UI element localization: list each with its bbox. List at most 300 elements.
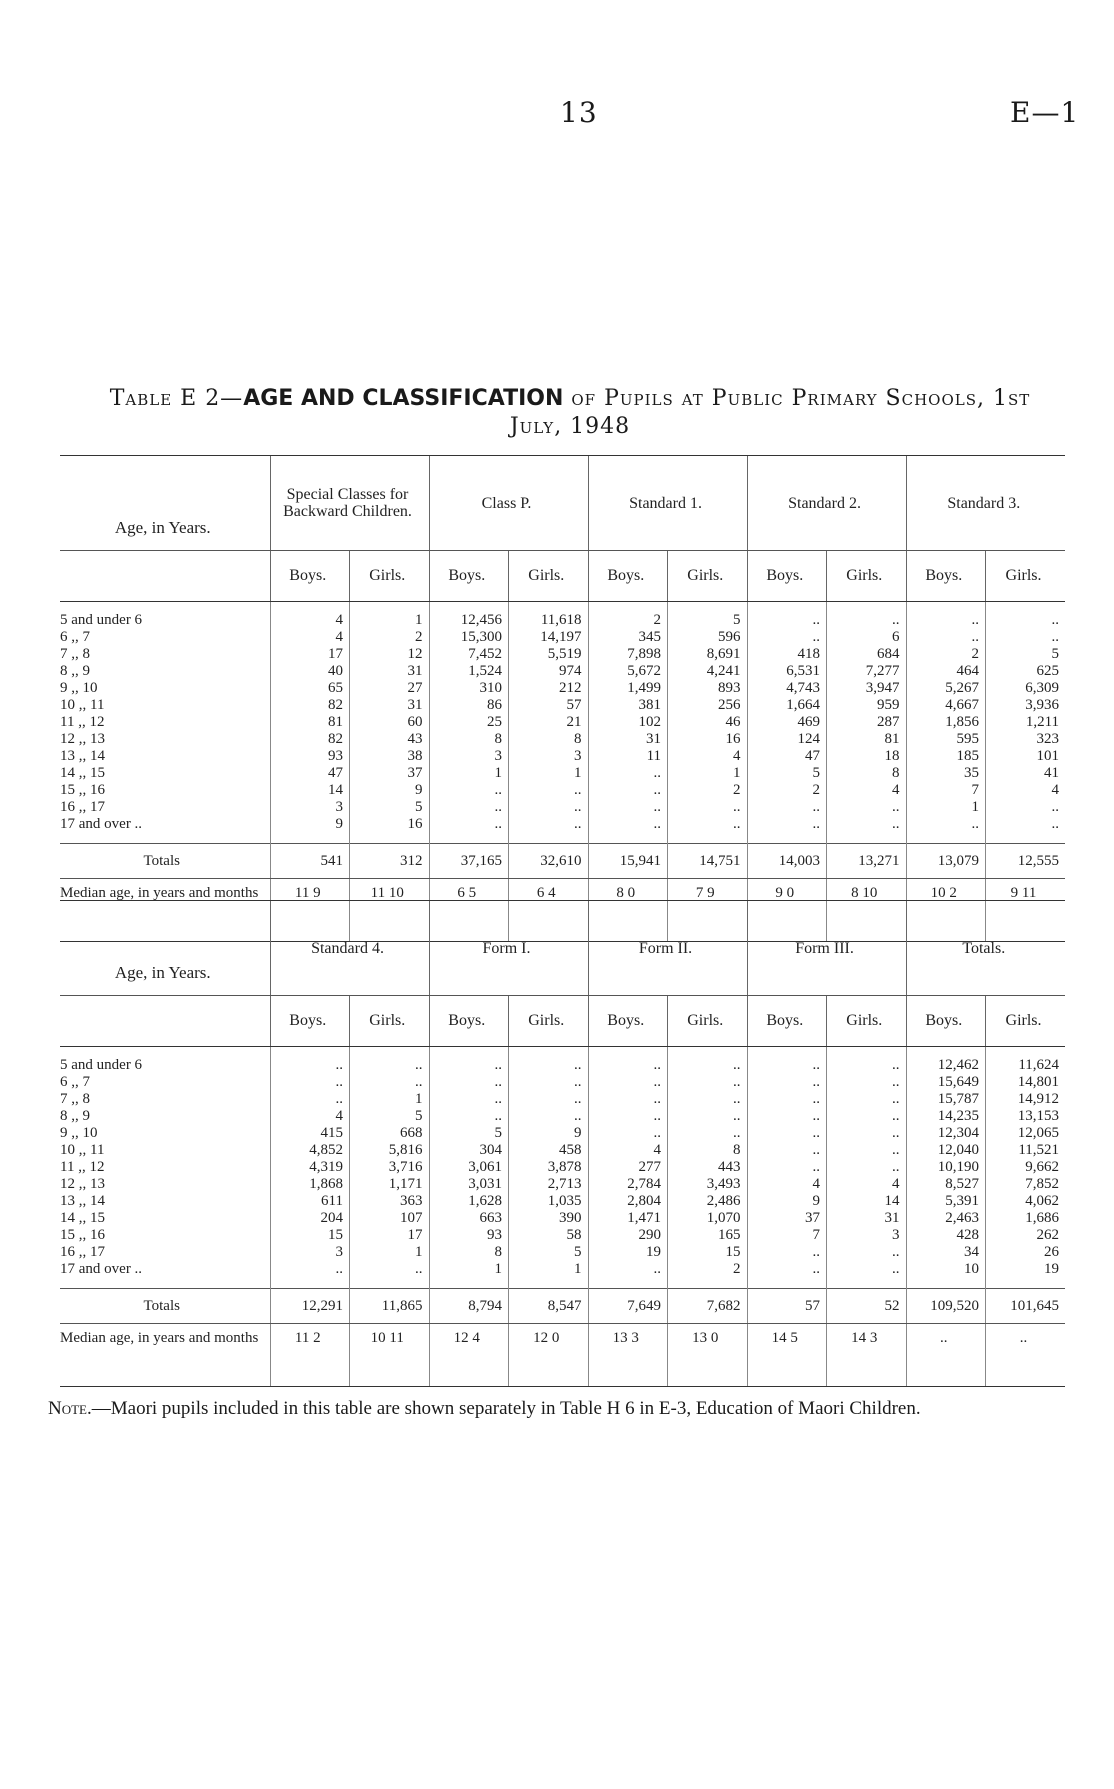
- title-prefix: Table E 2—: [109, 386, 244, 411]
- table-row: [60, 1159, 1065, 1176]
- table-cell: 974: [509, 663, 589, 680]
- classification-table-lower: [60, 900, 1065, 1387]
- table-cell: 19: [588, 1244, 668, 1261]
- age-label: 12 ,, 13: [60, 731, 105, 747]
- table-cell: 1,686: [986, 1210, 1066, 1227]
- table-cell: 443: [668, 1159, 748, 1176]
- table-cell: 21: [509, 714, 589, 731]
- table-cell: 1,499: [588, 680, 668, 697]
- table-cell: 469: [747, 714, 827, 731]
- age-label: 10 ,, 11: [60, 1142, 105, 1158]
- table-cell: 31: [350, 663, 430, 680]
- table-cell: ..: [668, 816, 748, 844]
- table-row: [60, 646, 1065, 663]
- table-cell: 15: [270, 1227, 350, 1244]
- table-cell: 3,878: [509, 1159, 589, 1176]
- table-row: [60, 1074, 1065, 1091]
- table-cell: 14: [827, 1193, 907, 1210]
- table-cell: 25: [429, 714, 509, 731]
- note-lead: Note.: [48, 1398, 92, 1419]
- table-cell: ..: [747, 799, 827, 816]
- totals-label: Totals: [60, 844, 270, 879]
- total-cell: 14,003: [747, 844, 827, 879]
- table-cell: 11,618: [509, 602, 589, 630]
- girls-column-header: Girls.: [986, 551, 1066, 602]
- table-cell: 2: [588, 602, 668, 630]
- table-cell: 8: [509, 731, 589, 748]
- table-cell: 7: [906, 782, 986, 799]
- table-cell: 82: [270, 697, 350, 714]
- table-cell: 8: [668, 1142, 748, 1159]
- table-cell: 7,898: [588, 646, 668, 663]
- age-label: 13 ,, 14: [60, 748, 105, 764]
- table-cell: 31: [350, 697, 430, 714]
- median-cell: 14 3: [827, 1324, 907, 1387]
- table-cell: 81: [827, 731, 907, 748]
- table-cell: 58: [509, 1227, 589, 1244]
- table-cell: 4,667: [906, 697, 986, 714]
- table-cell: ..: [747, 1108, 827, 1125]
- table-cell: 2,486: [668, 1193, 748, 1210]
- table-cell: ..: [747, 1047, 827, 1075]
- table-cell: ..: [509, 1047, 589, 1075]
- table-cell: ..: [668, 1125, 748, 1142]
- table-cell: 12,462: [906, 1047, 986, 1075]
- table-cell: 8,527: [906, 1176, 986, 1193]
- table-cell: 5: [350, 1108, 430, 1125]
- group-header: Form I.: [429, 901, 588, 996]
- age-label: 15 ,, 16: [60, 782, 105, 798]
- table-cell: 2: [350, 629, 430, 646]
- table-row: [60, 1176, 1065, 1193]
- group-header: Standard 1.: [588, 456, 747, 551]
- table-cell: 9,662: [986, 1159, 1066, 1176]
- table-cell: 262: [986, 1227, 1066, 1244]
- boys-column-header: Boys.: [588, 996, 668, 1047]
- table-cell: 65: [270, 680, 350, 697]
- table-cell: ..: [588, 1074, 668, 1091]
- table-cell: ..: [827, 1074, 907, 1091]
- table-cell: 165: [668, 1227, 748, 1244]
- age-label: 11 ,, 12: [60, 714, 105, 730]
- table-cell: ..: [747, 602, 827, 630]
- total-cell: 14,751: [668, 844, 748, 879]
- total-cell: 57: [747, 1289, 827, 1324]
- table-cell: 4: [747, 1176, 827, 1193]
- age-header-blank: [60, 996, 270, 1047]
- group-header: Standard 2.: [747, 456, 906, 551]
- table-cell: 4: [827, 1176, 907, 1193]
- table-cell: 8,691: [668, 646, 748, 663]
- table-cell: 3,716: [350, 1159, 430, 1176]
- median-cell: 10 2: [906, 879, 986, 942]
- table-cell: 1,211: [986, 714, 1066, 731]
- table-cell: 12: [350, 646, 430, 663]
- boys-column-header: Boys.: [270, 996, 350, 1047]
- table-cell: 363: [350, 1193, 430, 1210]
- table-cell: 8: [827, 765, 907, 782]
- table-cell: ..: [588, 1261, 668, 1289]
- page-number: 13: [560, 96, 598, 129]
- total-cell: 52: [827, 1289, 907, 1324]
- age-label: 7 ,, 8: [60, 1091, 90, 1107]
- table-cell: 204: [270, 1210, 350, 1227]
- group-header: Form II.: [588, 901, 747, 996]
- table-cell: 27: [350, 680, 430, 697]
- table-cell: 34: [906, 1244, 986, 1261]
- table-cell: 959: [827, 697, 907, 714]
- table-row: [60, 731, 1065, 748]
- girls-column-header: Girls.: [509, 996, 589, 1047]
- table-cell: ..: [668, 1108, 748, 1125]
- table-cell: 124: [747, 731, 827, 748]
- table-cell: 107: [350, 1210, 430, 1227]
- table-cell: 3: [270, 799, 350, 816]
- table-row: [60, 663, 1065, 680]
- table-cell: ..: [429, 799, 509, 816]
- total-cell: 8,547: [509, 1289, 589, 1324]
- table-cell: 428: [906, 1227, 986, 1244]
- table-cell: ..: [827, 816, 907, 844]
- table-cell: 4: [270, 1108, 350, 1125]
- total-cell: 7,649: [588, 1289, 668, 1324]
- table-row: [60, 680, 1065, 697]
- table-cell: 3,031: [429, 1176, 509, 1193]
- table-row: [60, 782, 1065, 799]
- table-cell: 4,241: [668, 663, 748, 680]
- table-cell: ..: [986, 629, 1066, 646]
- table-cell: ..: [986, 816, 1066, 844]
- table-cell: 5,391: [906, 1193, 986, 1210]
- table-cell: 1: [668, 765, 748, 782]
- table-row: [60, 1261, 1065, 1289]
- table-cell: 12,040: [906, 1142, 986, 1159]
- table-cell: 38: [350, 748, 430, 765]
- table-cell: 5: [509, 1244, 589, 1261]
- table-cell: 11: [588, 748, 668, 765]
- table-cell: 290: [588, 1227, 668, 1244]
- median-label: Median age, in years and months: [60, 1324, 270, 1387]
- median-cell: 9 0: [747, 879, 827, 942]
- note-text: —Maori pupils included in this table are shown separately in Table H 6 in E-3, Education of Maori Children.: [91, 1398, 921, 1419]
- table-cell: 1,070: [668, 1210, 748, 1227]
- table-cell: 6: [827, 629, 907, 646]
- total-cell: 11,865: [350, 1289, 430, 1324]
- table-cell: 1: [350, 1091, 430, 1108]
- table-cell: ..: [827, 1091, 907, 1108]
- table-cell: 596: [668, 629, 748, 646]
- table-cell: 1: [509, 1261, 589, 1289]
- table-cell: ..: [270, 1091, 350, 1108]
- age-label: 8 ,, 9: [60, 1108, 90, 1124]
- age-label: 5 and under 6: [60, 1057, 143, 1073]
- boys-column-header: Boys.: [429, 996, 509, 1047]
- table-cell: 12,065: [986, 1125, 1066, 1142]
- table-cell: 310: [429, 680, 509, 697]
- median-cell: 13 0: [668, 1324, 748, 1387]
- table-cell: 14,912: [986, 1091, 1066, 1108]
- age-label: 17 and over ..: [60, 1261, 143, 1277]
- table-cell: 458: [509, 1142, 589, 1159]
- girls-column-header: Girls.: [509, 551, 589, 602]
- table-cell: 2: [906, 646, 986, 663]
- median-cell: 6 4: [509, 879, 589, 942]
- group-header: Special Classes for Backward Children.: [270, 456, 429, 551]
- table-cell: ..: [270, 1074, 350, 1091]
- table-cell: 12,456: [429, 602, 509, 630]
- table-cell: 5,267: [906, 680, 986, 697]
- median-cell: ..: [906, 1324, 986, 1387]
- table-row: [60, 1125, 1065, 1142]
- median-cell: 11 9: [270, 879, 350, 942]
- table-cell: 1,171: [350, 1176, 430, 1193]
- age-label: 5 and under 6: [60, 612, 143, 628]
- table-cell: 11,521: [986, 1142, 1066, 1159]
- table-cell: ..: [827, 1244, 907, 1261]
- table-cell: ..: [509, 1074, 589, 1091]
- table-cell: 82: [270, 731, 350, 748]
- totals-row: [60, 844, 1065, 879]
- table-cell: 4: [827, 782, 907, 799]
- age-header-blank: [60, 551, 270, 602]
- total-cell: 109,520: [906, 1289, 986, 1324]
- median-cell: 14 5: [747, 1324, 827, 1387]
- table-cell: 6,531: [747, 663, 827, 680]
- table-cell: ..: [747, 629, 827, 646]
- table-cell: 31: [588, 731, 668, 748]
- table-cell: 10: [906, 1261, 986, 1289]
- table-row: [60, 799, 1065, 816]
- table-cell: 4,852: [270, 1142, 350, 1159]
- median-cell: 13 3: [588, 1324, 668, 1387]
- table-cell: ..: [668, 799, 748, 816]
- table-cell: 304: [429, 1142, 509, 1159]
- table-cell: 5: [350, 799, 430, 816]
- table-cell: 1,524: [429, 663, 509, 680]
- total-cell: 541: [270, 844, 350, 879]
- median-cell: 12 0: [509, 1324, 589, 1387]
- age-label: 17 and over ..: [60, 816, 143, 832]
- table-cell: 1: [429, 1261, 509, 1289]
- table-cell: 1,471: [588, 1210, 668, 1227]
- table-cell: 663: [429, 1210, 509, 1227]
- table-cell: 3,061: [429, 1159, 509, 1176]
- group-header: Totals.: [906, 901, 1065, 996]
- table-row: [60, 697, 1065, 714]
- table-cell: 8: [429, 1244, 509, 1261]
- table-cell: 14,197: [509, 629, 589, 646]
- median-cell: ..: [986, 1324, 1066, 1387]
- table-cell: ..: [827, 1261, 907, 1289]
- table-row: [60, 1142, 1065, 1159]
- girls-column-header: Girls.: [350, 996, 430, 1047]
- table-cell: 15,649: [906, 1074, 986, 1091]
- table-cell: 4: [986, 782, 1066, 799]
- table-cell: 35: [906, 765, 986, 782]
- table-cell: 19: [986, 1261, 1066, 1289]
- table-cell: ..: [747, 1125, 827, 1142]
- table-cell: 11,624: [986, 1047, 1066, 1075]
- table-cell: 2,713: [509, 1176, 589, 1193]
- boys-column-header: Boys.: [270, 551, 350, 602]
- total-cell: 101,645: [986, 1289, 1066, 1324]
- table-cell: 464: [906, 663, 986, 680]
- table-note: [48, 1398, 1063, 1420]
- boys-column-header: Boys.: [588, 551, 668, 602]
- girls-column-header: Girls.: [668, 996, 748, 1047]
- table-cell: 57: [509, 697, 589, 714]
- age-header: Age, in Years.: [60, 456, 270, 551]
- table-cell: 101: [986, 748, 1066, 765]
- table-row: [60, 714, 1065, 731]
- table-cell: 14,801: [986, 1074, 1066, 1091]
- table-cell: 5,816: [350, 1142, 430, 1159]
- age-label: 14 ,, 15: [60, 1210, 105, 1226]
- girls-column-header: Girls.: [986, 996, 1066, 1047]
- table-cell: 86: [429, 697, 509, 714]
- table-cell: 668: [350, 1125, 430, 1142]
- table-cell: 323: [986, 731, 1066, 748]
- table-cell: ..: [827, 799, 907, 816]
- table-cell: 17: [350, 1227, 430, 1244]
- boys-column-header: Boys.: [906, 551, 986, 602]
- table-cell: ..: [588, 1091, 668, 1108]
- age-label: 14 ,, 15: [60, 765, 105, 781]
- table-cell: 9: [350, 782, 430, 799]
- table-cell: 60: [350, 714, 430, 731]
- table-cell: 15,300: [429, 629, 509, 646]
- table-cell: 47: [747, 748, 827, 765]
- age-label: 16 ,, 17: [60, 1244, 105, 1260]
- table-cell: 611: [270, 1193, 350, 1210]
- total-cell: 37,165: [429, 844, 509, 879]
- age-label: 10 ,, 11: [60, 697, 105, 713]
- table-cell: ..: [509, 1091, 589, 1108]
- table-cell: ..: [509, 799, 589, 816]
- totals-label: Totals: [60, 1289, 270, 1324]
- table-row: [60, 1193, 1065, 1210]
- document-code: E—1: [1010, 96, 1080, 129]
- age-label: 13 ,, 14: [60, 1193, 105, 1209]
- table-cell: 3,947: [827, 680, 907, 697]
- table-cell: 9: [270, 816, 350, 844]
- median-label: Median age, in years and months: [60, 879, 270, 942]
- table-cell: ..: [986, 799, 1066, 816]
- girls-column-header: Girls.: [668, 551, 748, 602]
- table-cell: ..: [747, 1159, 827, 1176]
- total-cell: 12,555: [986, 844, 1066, 879]
- table-cell: 390: [509, 1210, 589, 1227]
- table-cell: 26: [986, 1244, 1066, 1261]
- table-title: [90, 385, 1050, 441]
- table-cell: 4,743: [747, 680, 827, 697]
- median-cell: 8 10: [827, 879, 907, 942]
- table-cell: 14,235: [906, 1108, 986, 1125]
- table-cell: 3: [509, 748, 589, 765]
- table-cell: ..: [827, 602, 907, 630]
- age-label: 11 ,, 12: [60, 1159, 105, 1175]
- table-cell: ..: [429, 782, 509, 799]
- table-cell: 37: [747, 1210, 827, 1227]
- table-cell: 5,672: [588, 663, 668, 680]
- boys-column-header: Boys.: [747, 996, 827, 1047]
- table-cell: 5: [747, 765, 827, 782]
- total-cell: 12,291: [270, 1289, 350, 1324]
- table-cell: 2: [668, 782, 748, 799]
- table-row: [60, 629, 1065, 646]
- table-cell: 1,035: [509, 1193, 589, 1210]
- table-cell: ..: [509, 1108, 589, 1125]
- table-cell: 212: [509, 680, 589, 697]
- table-row: [60, 1244, 1065, 1261]
- table-row: [60, 1227, 1065, 1244]
- table-cell: ..: [429, 816, 509, 844]
- total-cell: 13,271: [827, 844, 907, 879]
- table-cell: 3: [429, 748, 509, 765]
- table-cell: ..: [747, 816, 827, 844]
- table-cell: 381: [588, 697, 668, 714]
- table-cell: 2,804: [588, 1193, 668, 1210]
- table-cell: 7,277: [827, 663, 907, 680]
- table-cell: 1,856: [906, 714, 986, 731]
- table-cell: ..: [588, 816, 668, 844]
- age-label: 7 ,, 8: [60, 646, 90, 662]
- table-cell: 4,319: [270, 1159, 350, 1176]
- table-cell: 4,062: [986, 1193, 1066, 1210]
- table-cell: ..: [747, 1091, 827, 1108]
- age-label: 12 ,, 13: [60, 1176, 105, 1192]
- table-cell: 4: [588, 1142, 668, 1159]
- table-cell: 1: [509, 765, 589, 782]
- table-cell: 5,519: [509, 646, 589, 663]
- median-cell: 10 11: [350, 1324, 430, 1387]
- group-header: Standard 4.: [270, 901, 429, 996]
- table-row: [60, 602, 1065, 630]
- total-cell: 312: [350, 844, 430, 879]
- age-label: 6 ,, 7: [60, 1074, 90, 1090]
- table-cell: 18: [827, 748, 907, 765]
- table-row: [60, 1047, 1065, 1075]
- table-cell: 14: [270, 782, 350, 799]
- table-cell: ..: [588, 1047, 668, 1075]
- median-cell: 11 2: [270, 1324, 350, 1387]
- table-cell: 3,936: [986, 697, 1066, 714]
- table-cell: 16: [668, 731, 748, 748]
- table-cell: ..: [906, 602, 986, 630]
- table-cell: ..: [270, 1261, 350, 1289]
- median-cell: 6 5: [429, 879, 509, 942]
- table-cell: ..: [429, 1074, 509, 1091]
- age-label: 16 ,, 17: [60, 799, 105, 815]
- boys-column-header: Boys.: [429, 551, 509, 602]
- table-cell: 3,493: [668, 1176, 748, 1193]
- table-cell: ..: [270, 1047, 350, 1075]
- table-cell: 47: [270, 765, 350, 782]
- median-cell: 8 0: [588, 879, 668, 942]
- table-cell: ..: [509, 816, 589, 844]
- table-cell: 287: [827, 714, 907, 731]
- table-cell: 10,190: [906, 1159, 986, 1176]
- table-cell: 1,868: [270, 1176, 350, 1193]
- table-cell: 37: [350, 765, 430, 782]
- table-cell: ..: [350, 1047, 430, 1075]
- table-row: [60, 1210, 1065, 1227]
- table-cell: ..: [350, 1261, 430, 1289]
- table-cell: 1: [350, 1244, 430, 1261]
- table-cell: 16: [350, 816, 430, 844]
- table-cell: 4: [668, 748, 748, 765]
- table-cell: 1: [350, 602, 430, 630]
